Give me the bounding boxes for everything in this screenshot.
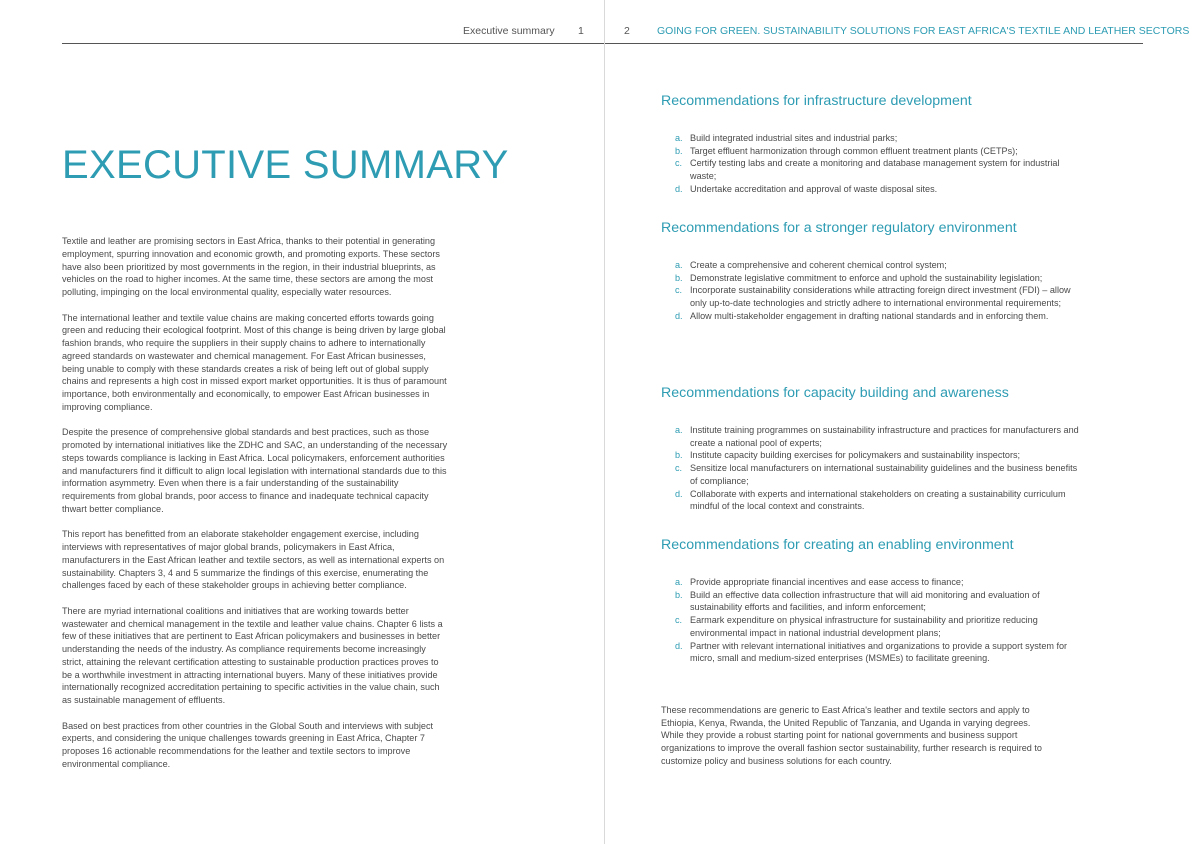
list-item: b. Build an effective data collection infrastructure that will aid monitoring and evaluation of sustainability efforts and facilities, and inform enforcement; [675,589,1040,613]
list-item: d. Partner with relevant international initiatives and organizations to provide a support system for micro, small and medium-sized enterprises (MSMEs) to facilitate greening. [675,640,1068,664]
right-page-number: 2 [624,25,630,37]
recommendation-list [661,424,1081,513]
left-header-rule [62,43,604,44]
list-item: c. Incorporate sustainability considerations while attracting foreign direct investment (FDI) – allow only up-to-date technologies and strictly adhere to international environmental requirements; [675,285,1071,309]
list-item: a. Provide appropriate financial incentives and ease access to finance; [675,577,964,587]
list-item: b. Institute capacity building exercises for policymakers and sustainability inspectors; [675,450,1021,461]
left-running-header [463,25,555,37]
list-item: c. Earmark expenditure on physical infrastructure for sustainability and prioritize reducing environmental impact in national industrial development plans; [675,615,1038,638]
summary-paragraph: This report has benefitted from an elaborate stakeholder engagement exercise, including interviews with representatives of major global brands, policymakers in East Africa, manufacturers in the East African leather and textile sectors, as well as international experts on sustainability. Chapters 3, 4 and 5 summarize the findings of this exercise, enumerating the challenges faced by each of these stakeholder groups in achieving better compliance. [62,529,445,591]
left-page-number: 1 [578,25,584,37]
section-heading: Recommendations for capacity building and awareness [661,385,1009,401]
section-heading: Recommendations for infrastructure development [661,93,972,109]
right-page [605,0,1200,844]
summary-paragraph: Textile and leather are promising sectors in East Africa, thanks to their potential in generating employment, spurring innovation and economic growth, and promoting exports. These sectors have also been prioritized by most governments in the region, in their industrial blueprints, as vehicles on the road to higher incomes. At the same time, these sectors are among the most polluting, impinging on the local environmental quality, especially water resources. [62,236,440,297]
list-item: d. Allow multi-stakeholder engagement in drafting national standards and in enforcing them. [675,310,1049,321]
right-running-header: GOING FOR GREEN. SUSTAINABILITY SOLUTIONS FOR EAST AFRICA'S TEXTILE AND LEATHER SECTORS [657,25,1190,37]
list-item: d. Collaborate with experts and international stakeholders on creating a sustainability curriculum mindful of the local context and constraints. [675,488,1066,512]
list-item: a. Build integrated industrial sites and industrial parks; [675,133,898,143]
section-heading: Recommendations for creating an enabling environment [661,537,1014,553]
list-item: c. Sensitize local manufacturers on international sustainability guidelines and the business benefits of compliance; [675,463,1078,486]
page-title: EXECUTIVE SUMMARY [62,143,509,187]
summary-paragraph: Based on best practices from other countries in the Global South and interviews with subject experts, and considering the unique challenges towards greening in East Africa, Chapter 7 proposes 16 actionable recommendations for the leather and textile sectors to improve environmental compliance. [62,720,434,769]
list-item: c. Certify testing labs and create a monitoring and database management system for industrial waste; [675,158,1060,182]
recommendation-list [661,259,1081,323]
list-item: b. Demonstrate legislative commitment to enforce and uphold the sustainability legislation; [675,272,1043,283]
closing-paragraph: These recommendations are generic to East Africa's leather and textile sectors and apply to Ethiopia, Kenya, Rwanda, the United Republic of Tanzania, and Uganda in varying degrees. While they provide a robust starting point for national governments and business support organizations to improve the overall fashion sector sustainability, further research is required to customize policy and business solutions for each country. [661,705,1042,766]
section-heading: Recommendations for a stronger regulatory environment [661,220,1017,236]
list-item: a. Institute training programmes on sustainability infrastructure and practices for manufacturers and create a national pool of experts; [675,425,1079,448]
recommendation-list [661,132,1081,196]
summary-paragraph: Despite the presence of comprehensive global standards and best practices, such as those promoted by international initiatives like the ZDHC and SAC, an understanding of the necessary steps towards compliance is lacking in East Africa. Local policymakers, enforcement authorities and manufacturers find it difficult to align local legislation with international standards due to this information asymmetry. Even when there is a fair understanding of the sustainability requirements from global brands, poor access to finance and inadequate technical capacity thwart better compliance. [62,427,448,514]
section-infrastructure [661,93,1081,196]
list-item: a. Create a comprehensive and coherent chemical control system; [675,260,947,270]
summary-body [62,235,450,783]
section-capacity-building [661,385,1081,513]
summary-paragraph: The international leather and textile value chains are making concerted efforts towards going green and reducing their ecological footprint. Most of this change is being driven by large global fashion brands, who require the suppliers in their supply chains to adhere to internationally agreed standards on wastewater and chemical management. For East African businesses, being unable to comply with these standards creates a risk of being left out of global supply chains and represents a high cost in missed export market opportunities. It is thus of paramount importance, both environmentally and economically, to empower East African businesses in improving compliance. [62,312,447,412]
section-enabling-environment [661,537,1081,665]
section-regulatory [661,220,1081,323]
right-header-rule [605,43,1143,44]
recommendation-list [661,576,1081,665]
left-header-label: Executive summary [463,25,555,37]
list-item: b. Target effluent harmonization through common effluent treatment plants (CETPs); [675,145,1018,156]
list-item: d. Undertake accreditation and approval of waste disposal sites. [675,183,938,194]
summary-paragraph: There are myriad international coalitions and initiatives that are working towards better wastewater and chemical management in the textile and leather value chains. Chapter 6 lists a few of these initiatives that are pertinent to East African policymakers and businesses in better understanding the needs of the industry. As compliance requirements become increasingly strict, attaining the relevant certification attesting to sustainable production practices proves to be a worthwhile investment in attracting international buyers. Many of these initiatives provide internationally recognized accreditation pertaining to specific activities in the value chain, such as sustainable management of effluents. [62,605,443,705]
